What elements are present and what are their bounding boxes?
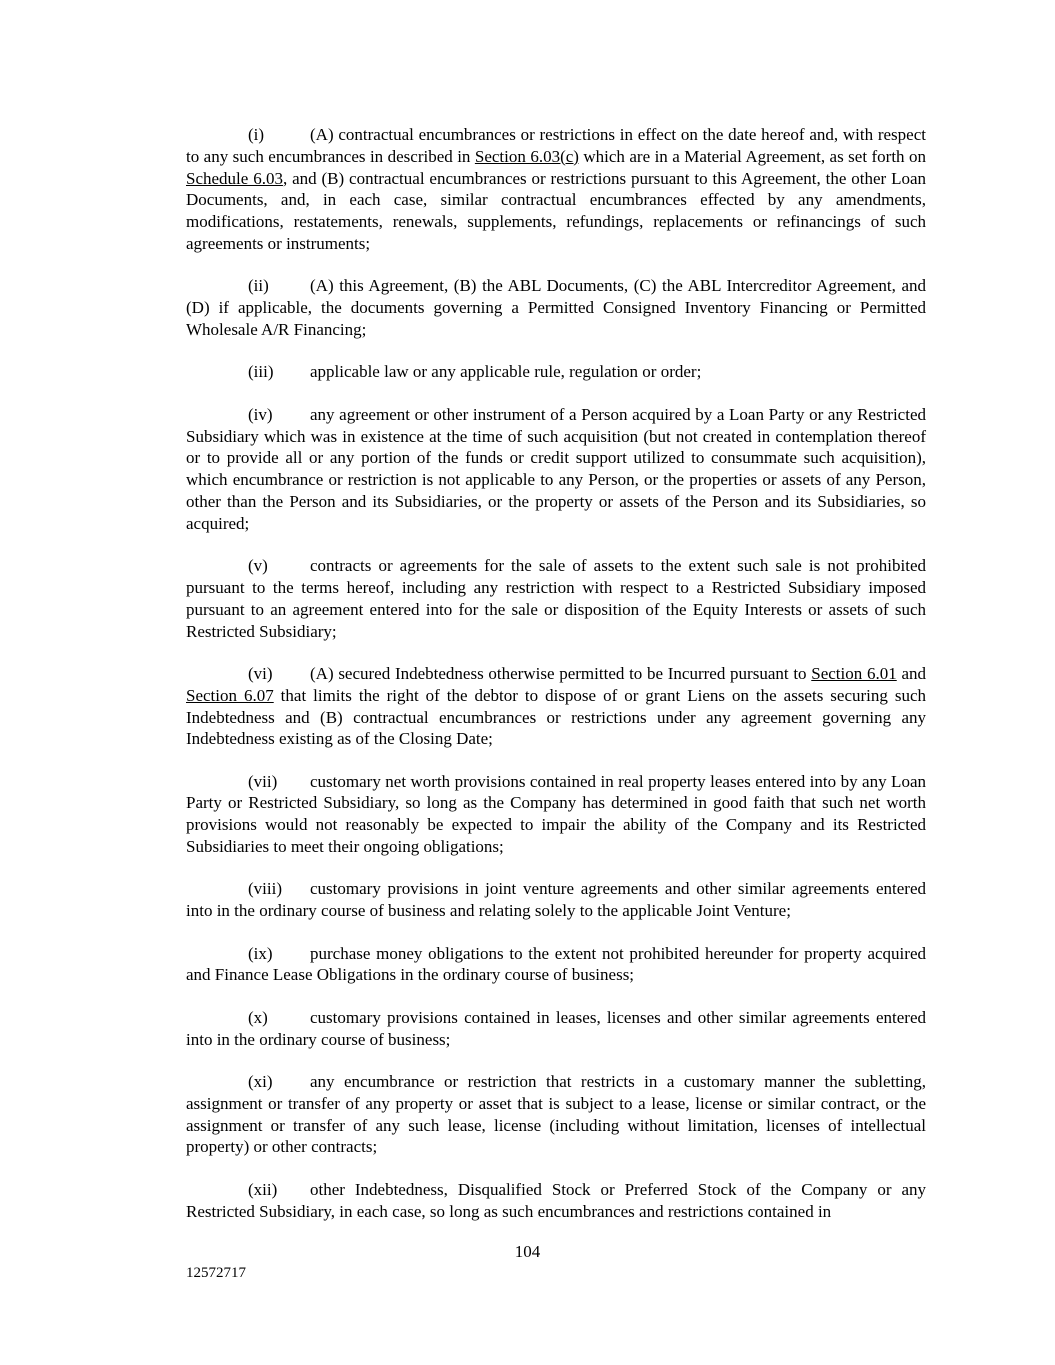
clause-x — [186, 1007, 926, 1051]
clause-text: that limits the right of the debtor to dispose of or grant Liens on the assets securing such Indebtedness and (B) contractual encumbrances or restrictions under any agreement governing any Indebtedness existing as of the Closing Date; — [186, 685, 926, 749]
clause-text: which are in a Material Agreement, as set forth on — [578, 146, 926, 166]
clause-number: (vii) — [248, 771, 278, 791]
clause-text: contracts or agreements for the sale of assets to the extent such sale is not prohibited pursuant to the terms hereof, including any restriction with respect to a Restricted Subsidiary imposed pursuant to an agreement entered into for the sale or disposition of the Equity Interests or assets of such Restricted Subsidiary; — [186, 556, 926, 641]
clause-number: (vi) — [248, 663, 273, 683]
clause-vi — [186, 663, 926, 750]
clause-iii — [186, 361, 926, 383]
clause-iv — [186, 404, 926, 535]
page-number: 104 — [514, 1242, 541, 1261]
document-id: 12572717 — [186, 1265, 246, 1281]
clause-number: (x) — [248, 1007, 268, 1027]
clause-xii — [186, 1179, 926, 1223]
clause-text: any encumbrance or restriction that restricts in a customary manner the subletting, assignment or transfer of any property or asset that is subject to a lease, license or similar contract, or the assignment or transfer of any such lease, license (including without limitation, licenses of intellectual property) or other contracts; — [186, 1072, 926, 1157]
clause-viii — [186, 878, 926, 922]
clause-ix — [186, 943, 926, 987]
clause-text: (A) contractual encumbrances or restrictions in effect on the date hereof and, with respect to any such encumbrances in described in — [186, 125, 926, 166]
document-body — [186, 124, 926, 1243]
clause-text: customary provisions contained in leases, licenses and other similar agreements entered into in the ordinary course of business; — [186, 1007, 926, 1049]
clause-ii — [186, 275, 926, 340]
clause-xi — [186, 1071, 926, 1158]
clause-text: customary provisions in joint venture agreements and other similar agreements entered into in the ordinary course of business and relating solely to the applicable Joint Venture; — [186, 879, 926, 921]
clause-text: purchase money obligations to the extent not prohibited hereunder for property acquired and Finance Lease Obligations in the ordinary course of business; — [186, 943, 926, 985]
section-reference: Section 6.07 — [186, 685, 274, 705]
clause-text: any agreement or other instrument of a Person acquired by a Loan Party or any Restricted Subsidiary which was in existence at the time of such acquisition (but not created in contemplation thereof or to provide all or any portion of the funds or credit support utilized to consummate such acquisition), which encumbrance or restriction is not applicable to any Person, or the properties or assets of any Person, other than the Person and its Subsidiaries, or the property or assets of the Person and its Subsidiaries, so acquired; — [186, 404, 926, 533]
clause-number: (ii) — [248, 276, 269, 296]
section-reference: Section 6.03(c) — [474, 146, 579, 166]
clause-number: (v) — [248, 556, 268, 576]
clause-text: customary net worth provisions contained in real property leases entered into by any Loan Party or Restricted Subsidiary, so long as the Company has determined in good faith that such net worth provisions would not reasonably be expected to impair the ability of the Company and its Restricted Subsidiaries to meet their ongoing obligations; — [186, 771, 926, 857]
clause-i — [186, 124, 926, 255]
clause-text: (A) secured Indebtedness otherwise permitted to be Incurred pursuant to — [310, 663, 812, 683]
clause-text: , and (B) contractual encumbrances or restrictions pursuant to this Agreement, the other Loan Documents, and, in each case, similar contractual encumbrances effected by any amendments, modifications, restatements, renewals, supplements, refundings, replacements or refinancings of such agreements or instruments; — [186, 168, 926, 253]
clause-v — [186, 555, 926, 642]
clause-number: (xi) — [248, 1072, 273, 1092]
clause-number: (xii) — [248, 1179, 278, 1199]
clause-text: and — [896, 663, 926, 683]
clause-number: (iv) — [248, 404, 273, 424]
clause-number: (iii) — [248, 362, 274, 382]
clause-text: other Indebtedness, Disqualified Stock or Preferred Stock of the Company or any Restricted Subsidiary, in each case, so long as such encumbrances and restrictions contained in — [186, 1179, 926, 1221]
clause-number: (i) — [248, 125, 265, 144]
clause-text: applicable law or any applicable rule, regulation or order; — [310, 362, 702, 382]
section-reference: Section 6.01 — [811, 663, 897, 683]
clause-text: (A) this Agreement, (B) the ABL Documents, (C) the ABL Intercreditor Agreement, and (D) if applicable, the documents governing a Permitted Consigned Inventory Financing or Permitted Wholesale A/R Financing; — [186, 276, 926, 339]
schedule-reference: Schedule 6.03 — [186, 168, 283, 188]
clause-number: (viii) — [248, 879, 282, 899]
clause-vii — [186, 771, 926, 858]
clause-number: (ix) — [248, 943, 273, 963]
